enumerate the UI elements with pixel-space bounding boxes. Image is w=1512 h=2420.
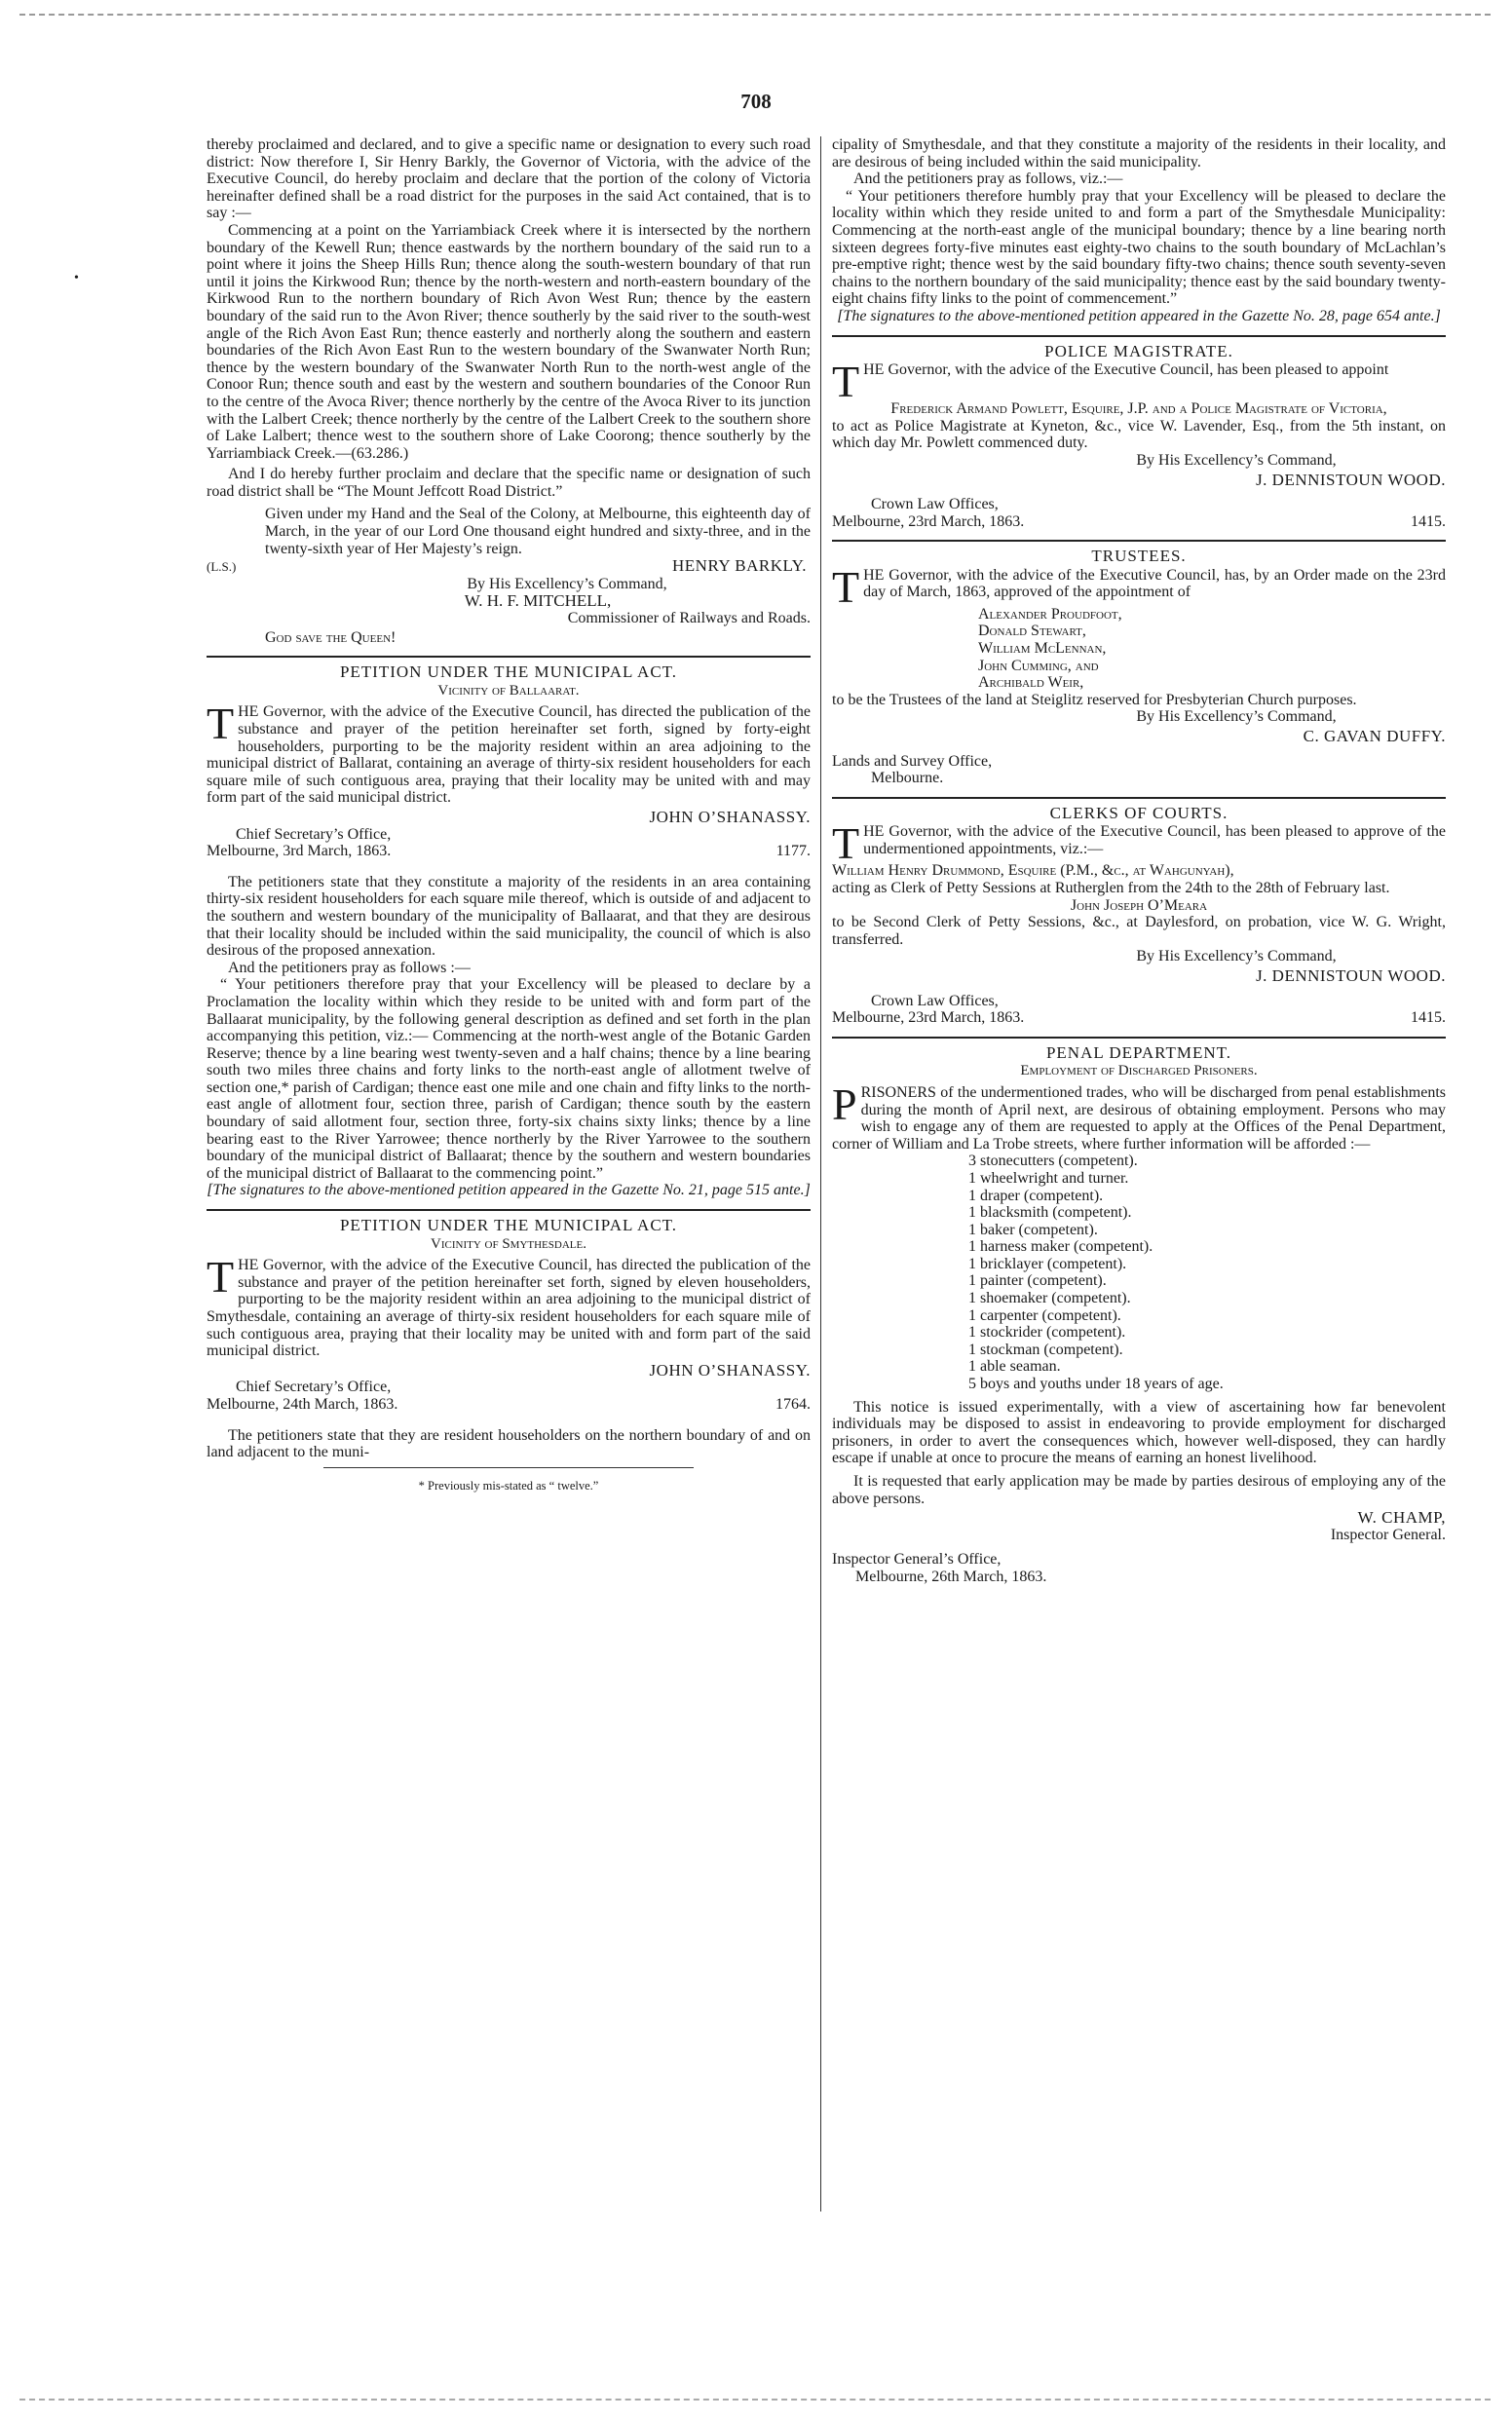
drop-cap: T	[832, 818, 860, 869]
trustee-name: Donald Stewart,	[978, 623, 1086, 640]
penal-department-notice	[832, 1044, 1446, 1586]
margin-dot: •	[74, 271, 79, 285]
section-rule	[832, 540, 1446, 542]
trustee-name: William McLennan,	[978, 640, 1107, 658]
date-ref-line	[832, 1009, 1446, 1027]
section-subtitle: Vicinity of Ballaarat.	[437, 682, 580, 699]
notice-body: to be the Trustees of the land at Steiglitz reserved for Presbyterian Church purposes.	[832, 691, 1357, 708]
section-rule	[832, 1037, 1446, 1039]
bottom-border	[19, 2399, 1491, 2401]
notice-ref: 1415.	[1411, 512, 1446, 530]
petition-prayer-text: “ Your petitioners therefore humbly pray that your Excellency will be pleased to declare the locality within which they reside united to and form a part of the Smythesdale Municipality: Commencing at the north-east angle of the municipal boundary; thence by a line bearing north sixteen degrees forty-five minutes east eighty-two chains to the south boundary of McLachlan’s pre-emptive right; thence west by the said boundary fifty-two chains; thence south seventy-seven chains to the northern boundary of the said municipality; thence east by the said boundary twenty-eight chains fifty links to the point of commencement.”	[832, 187, 1446, 308]
list-item: 1 carpenter (competent).	[968, 1306, 1121, 1324]
petitioners-statement: The petitioners state that they are resident householders on the northern boundary of and on land adjacent to the muni-	[207, 1426, 811, 1461]
section-subtitle: Vicinity of Smythesdale.	[431, 1235, 586, 1252]
police-magistrate-notice	[832, 343, 1446, 531]
date-ref-line	[207, 843, 811, 860]
petitioners-statement: The petitioners state that they constitute a majority of the residents in an area containing thirty-six resident householders for each square mile thereof, which is outside of and adjacent to the southern and western boundary of the municipality of Ballaarat, and that they are desirous that their locality should be included within the said municipality, the council of which is also desirous of the proposed annexation.	[207, 873, 811, 960]
right-column	[832, 136, 1446, 1586]
petition-continuation: cipality of Smythesdale, and that they constitute a majority of the residents in their locality, and are desirous of being included within the said municipality.	[832, 136, 1446, 170]
notice-intro: HE Governor, with the advice of the Executive Council, has been pleased to appoint	[863, 361, 1389, 379]
petition-prayer-text: “ Your petitioners therefore pray that your Excellency will be pleased to declare by a Proclamation the locality within which they reside to be united with and form part of the Ballaarat municipality, by the following general description as defined and set forth in the plan accompanying this petition, viz.:— Commencing at the north-west angle of the Botanic Garden Reserve; thence by a line bearing west twenty-seven and a half chains; thence by a line bearing south two miles three chains and forty links to the north-east angle of allotment twelve of section one,* parish of Cardigan; thence east one mile and one chain and fifty links to the north-east angle of allotment four, section three, parish of Cardigan; thence south by the eastern boundary of said allotment four, section three, forty-six chains sixty links; thence by a line bearing east to the River Yarrowee; thence northerly by the River Yarrowee to the southern boundary of the municipal district of Ballaarat; thence by the southern and western boundaries of the municipal district of Ballaarat to the commencing point.”	[207, 976, 811, 1182]
signatures-note: [The signatures to the above-mentioned petition appeared in the Gazette No. 21, page 515 ante.]	[207, 1182, 811, 1199]
list-item: 5 boys and youths under 18 years of age.	[968, 1376, 1224, 1393]
notice-ref: 1177.	[775, 843, 811, 860]
notice-intro: RISONERS of the undermentioned trades, who will be discharged from penal establishments during the month of April next, are desirous of obtaining employment. Persons who may wish to engage any of them are requested to apply at the Offices of the Penal Department, corner of William and La Trobe streets, where further information will be afforded :—	[832, 1083, 1446, 1153]
column-divider	[820, 136, 821, 2212]
list-item: 1 blacksmith (competent).	[968, 1204, 1132, 1222]
notice-signer: J. DENNISTOUN WOOD.	[1256, 965, 1446, 985]
footnote-rule	[323, 1467, 694, 1468]
section-rule	[832, 797, 1446, 799]
given-under-hand: Given under my Hand and the Seal of the Colony, at Melbourne, this eighteenth day of March, in the year of our Lord One thousand eight hundred and sixty-three, and in the twenty-sixth year of Her Majesty’s reign.	[265, 506, 811, 557]
notice-signer: W. CHAMP,	[1357, 1508, 1446, 1528]
drop-cap: T	[207, 699, 235, 749]
petition-intro: HE Governor, with the advice of the Executive Council, has directed the publication of the substance and prayer of the petition hereinafter set forth, signed by eleven householders, purporting to be the majority resident within an area adjoining to the municipal district of Smythesdale, containing an average of thirty-six resident householders for each square mile of such contiguous area, praying that their locality may be united with and form part of the said municipal district.	[207, 1257, 811, 1360]
seal-signature-line	[207, 557, 811, 576]
office-name: Chief Secretary’s Office,	[236, 825, 392, 843]
list-item: 1 draper (competent).	[968, 1187, 1104, 1204]
appointee-name: Frederick Armand Powlett, Esquire, J.P. and a Police Magistrate of Victoria,	[890, 400, 1387, 418]
left-column	[207, 136, 811, 1494]
list-item: 3 stonecutters (competent).	[968, 1153, 1138, 1170]
notice-date: Melbourne.	[871, 770, 944, 787]
section-subtitle: Employment of Discharged Prisoners.	[1020, 1063, 1258, 1079]
boundary-description: Commencing at a point on the Yarriambiack Creek where it is intersected by the northern boundary of the Kewell Run; thence eastwards by the northern boundary of the said run to a point where it joins the Sheep Hills Run; thence along the south-western boundary of that run until it joins the Kirkwood Run; thence by the north-western and north-eastern boundary of the Kirkwood Run to the northern boundary of Rich Avon West Run; thence by the eastern boundary of the said run to the Avon River; thence southerly by the said river to the south-west angle of the Rich Avon East Run; thence easterly and northerly along the southern and eastern boundaries of the Rich Avon East Run to the western boundary of the Swanwater North Run; thence by the western boundary of the Swanwater North Run to the north-west angle of the Conoor Run; thence south and east by the western and southern boundaries of the Conoor Run to the centre of the Avoca River; thence northerly by the centre of the Avoca River to its junction with the Lalbert Creek; thence northerly by the centre of the Lalbert Creek to the southern shore of Lake Lalbert; thence west to the southern shore of Lake Coorong; thence southerly by the Yarriambiack Creek.—(63.286.)	[207, 221, 811, 462]
appointee-name: John Joseph O’Meara	[1070, 896, 1208, 914]
god-save-the-queen: God save the Queen!	[265, 628, 397, 646]
notice-date: Melbourne, 23rd March, 1863.	[832, 1009, 1025, 1027]
clerks-of-courts-notice	[832, 805, 1446, 1027]
commissioner-title: Commissioner of Railways and Roads.	[567, 610, 811, 627]
date-ref-line	[832, 513, 1446, 531]
by-command: By His Excellency’s Command,	[1136, 948, 1337, 965]
section-rule	[207, 1209, 811, 1211]
section-title: PETITION UNDER THE MUNICIPAL ACT.	[339, 1216, 678, 1235]
top-border	[19, 14, 1491, 16]
proclamation-continuation: thereby proclaimed and declared, and to give a specific name or designation to every such road district: Now therefore I, Sir Henry Barkly, the Governor of Victoria, with the advice of the Executive Council, do hereby proclaim and declare that the portion of the colony of Victoria hereinafter defined shall be a road district for the purposes in the said Act contained, that is to say :—	[207, 136, 811, 222]
notice-body: to be Second Clerk of Petty Sessions, &c., at Daylesford, on probation, vice W. G. Wright, transferred.	[832, 914, 1446, 948]
drop-cap: T	[832, 561, 860, 612]
petition-ballaarat	[207, 663, 811, 1199]
notice-date: Melbourne, 24th March, 1863.	[207, 1395, 398, 1413]
notice-signer: J. DENNISTOUN WOOD.	[1256, 470, 1446, 489]
notice-signer: C. GAVAN DUFFY.	[1303, 727, 1446, 746]
by-command: By His Excellency’s Command,	[1136, 451, 1337, 469]
office-name: Chief Secretary’s Office,	[236, 1379, 392, 1396]
list-item: 1 stockrider (competent).	[968, 1324, 1126, 1342]
list-item: 1 wheelwright and turner.	[968, 1169, 1129, 1187]
notice-body: This notice is issued experimentally, with a view of ascertaining how far benevolent individuals may be disposed to assist in endeavoring to provide employment for discharged prisoners, in order to avert the consequences which, however well-disposed, they can hardly escape if unable at once to procure the means of earning an honest livelihood.	[832, 1398, 1446, 1467]
petition-smythesdale	[207, 1217, 811, 1461]
commissioner-name: W. H. F. MITCHELL,	[464, 591, 612, 611]
date-ref-line	[207, 1396, 811, 1414]
application-request: It is requested that early application may be made by parties desirous of employing any of the above persons.	[832, 1473, 1446, 1507]
section-rule	[207, 656, 811, 658]
trustee-name: Archibald Weir,	[978, 674, 1084, 692]
drop-cap: T	[207, 1252, 235, 1303]
petition-signer: JOHN O’SHANASSY.	[649, 1360, 811, 1380]
drop-cap: T	[832, 357, 860, 407]
section-title: TRUSTEES.	[1091, 547, 1187, 566]
section-title: CLERKS OF COURTS.	[1049, 803, 1228, 822]
governor-signature: HENRY BARKLY.	[672, 556, 807, 576]
trustee-name: Alexander Proudfoot,	[978, 605, 1122, 623]
section-title: PETITION UNDER THE MUNICIPAL ACT.	[339, 662, 678, 682]
section-title: POLICE MAGISTRATE.	[1044, 341, 1233, 360]
office-name: Crown Law Offices,	[871, 496, 999, 513]
trustee-name: John Cumming, and	[978, 657, 1099, 674]
list-item: 1 able seaman.	[968, 1358, 1061, 1376]
notice-intro: HE Governor, with the advice of the Executive Council, has been pleased to approve of the undermentioned appointments, viz.:—	[863, 823, 1446, 857]
trustees-notice	[832, 548, 1446, 787]
petitioners-pray: And the petitioners pray as follows, viz.:—	[853, 170, 1123, 188]
office-name: Lands and Survey Office,	[832, 752, 993, 770]
page-number: 708	[740, 90, 772, 113]
section-rule	[832, 335, 1446, 337]
list-item: 1 painter (competent).	[968, 1272, 1107, 1290]
by-command: By His Excellency’s Command,	[467, 575, 667, 592]
notice-date: Melbourne, 26th March, 1863.	[855, 1568, 1047, 1585]
office-name: Inspector General’s Office,	[832, 1551, 1002, 1569]
office-name: Crown Law Offices,	[871, 992, 999, 1009]
section-title: PENAL DEPARTMENT.	[1045, 1042, 1232, 1062]
notice-date: Melbourne, 3rd March, 1863.	[207, 843, 392, 860]
petition-signer: JOHN O’SHANASSY.	[649, 807, 811, 826]
notice-ref: 1764.	[775, 1395, 811, 1413]
appointee-name: William Henry Drummond, Esquire (P.M., &c., at Wahgunyah),	[832, 862, 1234, 880]
drop-cap: P	[832, 1078, 857, 1129]
trades-list	[832, 1153, 1446, 1392]
signer-title: Inspector General.	[1330, 1526, 1446, 1543]
further-proclamation: And I do hereby further proclaim and declare that the specific name or designation of such road district shall be “The Mount Jeffcott Road District.”	[207, 466, 811, 500]
petition-intro: HE Governor, with the advice of the Executive Council, has directed the publication of the substance and prayer of the petition hereinafter set forth, signed by forty-eight householders, purporting to be the majority resident within an area adjoining to the municipal district of Ballarat, containing an average of thirty-six resident householders for each square mile of such contiguous area, praying that their locality may be united with and may form part of the said municipal district.	[207, 703, 811, 807]
petitioners-pray: And the petitioners pray as follows :—	[228, 959, 471, 976]
signatures-note: [The signatures to the above-mentioned petition appeared in the Gazette No. 28, page 654 ante.]	[837, 307, 1441, 324]
notice-body: to act as Police Magistrate at Kyneton, &c., vice W. Lavender, Esq., from the 5th instant, on which day Mr. Powlett commenced duty.	[832, 417, 1446, 452]
notice-body: acting as Clerk of Petty Sessions at Rutherglen from the 24th to the 28th of February last.	[832, 880, 1390, 896]
trustee-names	[832, 606, 1446, 692]
seal-mark: (L.S.)	[207, 559, 237, 575]
by-command: By His Excellency’s Command,	[1136, 708, 1337, 726]
list-item: 1 shoemaker (competent).	[968, 1290, 1131, 1307]
notice-ref: 1415.	[1411, 1009, 1446, 1027]
list-item: 1 harness maker (competent).	[968, 1238, 1153, 1256]
notice-intro: HE Governor, with the advice of the Executive Council, has, by an Order made on the 23rd day of March, 1863, approved of the appointment of	[863, 566, 1446, 601]
footnote: * Previously mis-stated as “ twelve.”	[418, 1478, 599, 1493]
list-item: 1 bricklayer (competent).	[968, 1255, 1127, 1272]
list-item: 1 stockman (competent).	[968, 1341, 1123, 1358]
notice-date: Melbourne, 23rd March, 1863.	[832, 512, 1025, 530]
list-item: 1 baker (competent).	[968, 1221, 1098, 1238]
